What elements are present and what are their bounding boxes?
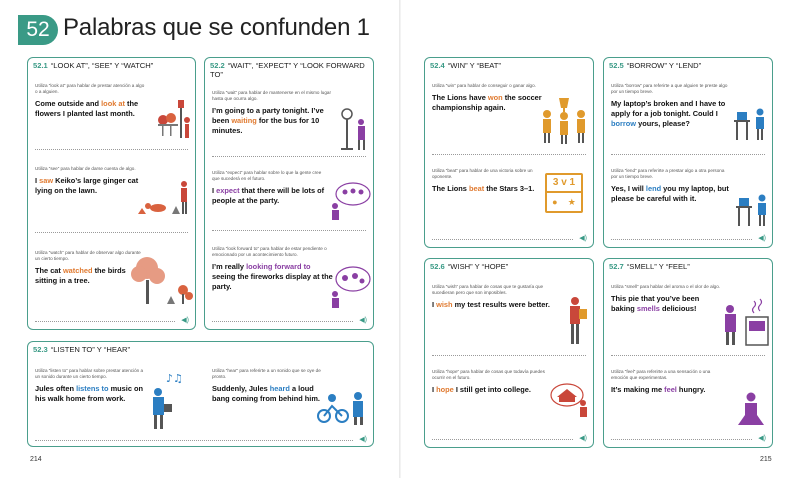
entry-feel: Utiliza “feel” para referirte a una sensación o una emoción que experimentas. It’s making me feel hungry.: [611, 369, 711, 395]
team-celebrating-illustration: [539, 96, 589, 144]
section-52-7: [603, 258, 773, 448]
entry-look-at: Utiliza “look at” para hablar de prestar atención a algo o a alguien. Come outside and look at the flowers I planted last month.: [35, 83, 145, 119]
section-52-1: [27, 57, 196, 330]
section-header: 52.2 “WAIT”, “EXPECT” Y “LOOK FORWARD TO”: [210, 61, 365, 80]
entry-borrow: Utiliza “borrow” para referirte a que alguien te preste algo por un tiempo breve. My laptop’s broken and I have to apply for a job tonight. Could I borrow yours, please?: [611, 83, 728, 129]
entry-hear: Utiliza “hear” para referirte a un sonido que se oye de pronto. Suddenly, Jules heard a loud bang coming from behind him.: [212, 368, 321, 404]
audio-speaker-icon[interactable]: ◀): [579, 435, 587, 442]
entry-look-forward-to: Utiliza “look forward to” para hablar de estar pendiente o emocionado por un acontecimiento futuro. I’m really looking forward to seeing the fireworks display at the party.: [212, 246, 333, 292]
man-listening-music-illustration: [144, 370, 194, 432]
section-header: 52.1 “LOOK AT”, “SEE” Y “WATCH”: [33, 61, 154, 70]
entry-hope: Utiliza “hope” para hablar de cosas que todavía puedes ocurrir en el futuro. I hope I still get into college.: [432, 369, 545, 395]
section-52-2: [204, 57, 374, 330]
page-number-left: 214: [30, 456, 42, 463]
section-52-6: [424, 258, 594, 448]
star-icon: ★: [567, 197, 576, 207]
section-52-5: [603, 57, 773, 248]
audio-speaker-icon[interactable]: ◀): [758, 235, 766, 242]
section-header: 52.6 “WISH” Y “HOPE”: [430, 262, 509, 271]
audio-speaker-icon[interactable]: ◀): [359, 317, 367, 324]
scoreboard: 3 v 1 ● ★: [545, 173, 583, 213]
lending-laptop-illustration: [734, 192, 770, 228]
section-header: 52.3 “LISTEN TO” Y “HEAR”: [33, 345, 130, 354]
entry-beat: Utiliza “beat” para hablar de una victoria sobre un oponente. The Lions beat the Stars 3–1.: [432, 168, 535, 194]
bus-stop-illustration: [339, 108, 371, 154]
svg-text:♪♫: ♪♫: [166, 372, 183, 385]
page-number-right: 215: [760, 456, 772, 463]
audio-speaker-icon[interactable]: ◀): [758, 435, 766, 442]
audio-speaker-icon[interactable]: ◀): [181, 317, 189, 324]
entry-smell: Utiliza “smell” para hablar del aroma o el olor de algo. This pie that you’ve been baking smells delicious!: [611, 284, 721, 314]
section-header: 52.7 “SMELL” Y “FEEL”: [609, 262, 690, 271]
chapter-title: Palabras que se confunden 1: [63, 14, 370, 41]
entry-wait: Utiliza “wait” para hablar de mantenerse en el mismo lugar hasta que ocurra algo. I’m going to a party tonight. I’ve been waiting for the bus for 10 minutes.: [212, 90, 331, 136]
entry-see: Utiliza “see” para hablar de darse cuenta de algo. I saw Keiko’s large ginger cat lying on the lawn.: [35, 166, 139, 196]
laptop-desk-illustration: [732, 106, 770, 142]
cat-on-lawn-illustration: [136, 176, 192, 216]
baking-pie-illustration: [720, 295, 770, 347]
flowers-gardener-illustration: [156, 96, 192, 138]
chapter-number: 52: [18, 15, 58, 45]
college-thought-illustration: [549, 383, 591, 419]
fireworks-thought-illustration: [327, 266, 371, 308]
entry-listen-to: Utiliza “listen to” para hablar sobre prestar atención a un sonido durante un cierto tiempo. Jules often listens to music on his walk home from work.: [35, 368, 144, 404]
entry-lend: Utiliza “lend” para referirte a prestar algo a otra persona por un tiempo breve. Yes, I will lend you my laptop, but please be careful with it.: [611, 168, 729, 204]
section-header: 52.5 “BORROW” Y “LEND”: [609, 61, 702, 70]
audio-speaker-icon[interactable]: ◀): [359, 436, 367, 443]
entry-expect: Utiliza “expect” para hablar sobre lo que la gente cree que sucederá en el futuro. I expect that there will be lots of people at the party.: [212, 170, 325, 206]
entry-win: Utiliza “win” para hablar de conseguir o ganar algo. The Lions have won the soccer championship again.: [432, 83, 542, 113]
motorbike-bang-illustration: [316, 386, 368, 426]
cat-watching-birds-illustration: [131, 254, 193, 306]
lion-icon: ●: [552, 197, 558, 207]
section-52-3: [27, 341, 374, 447]
entry-wish: Utiliza “wish” para hablar de cosas que te gustaría que sucedieran pero que son imposibles. I wish my test results were better.: [432, 284, 550, 310]
hungry-person-illustration: [732, 391, 770, 427]
entry-watch: Utiliza “watch” para hablar de observar algo durante un cierto tiempo. The cat watched the birds sitting in a tree.: [35, 250, 141, 286]
party-thought-illustration: [327, 182, 371, 220]
section-header: 52.4 “WIN” Y “BEAT”: [430, 61, 501, 70]
woman-test-results-illustration: [563, 295, 591, 347]
book-gutter: [399, 0, 401, 478]
audio-speaker-icon[interactable]: ◀): [579, 235, 587, 242]
section-52-4: [424, 57, 594, 248]
